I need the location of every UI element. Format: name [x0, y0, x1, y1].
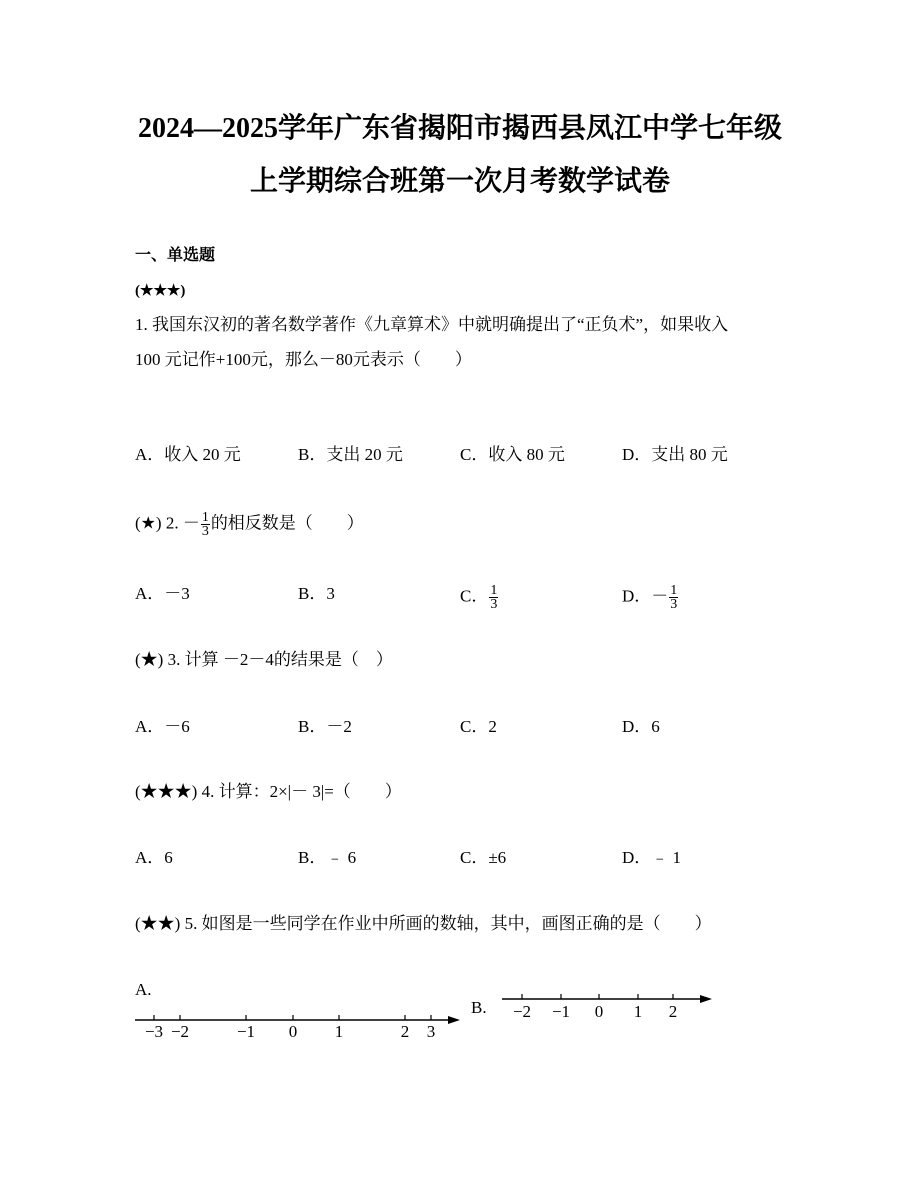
axis-b-tick-label: 2	[668, 1002, 678, 1021]
q3-option-a: A．－6	[135, 717, 190, 736]
q1-option-b: B．支出 20 元	[298, 445, 403, 464]
q3-option-b: B．－2	[298, 717, 352, 736]
axis-a-tick-label: 2	[400, 1022, 410, 1041]
q2-prefix: (★) 2. －	[135, 513, 200, 533]
q3-option-d: D．6	[622, 717, 660, 736]
title-line-1: 2024—2025学年广东省揭阳市揭西县凤江中学七年级	[137, 113, 782, 144]
axis-a-tick-label: −3	[144, 1022, 164, 1041]
axis-a-tick-label: 0	[288, 1022, 298, 1041]
q4-option-c: C．±6	[460, 848, 507, 867]
axis-b-tick-label: 1	[633, 1002, 643, 1021]
q5-option-a-label: A.	[135, 980, 152, 999]
axis-a-tick-label: −1	[236, 1022, 256, 1041]
axis-a-arrow-icon	[448, 1016, 460, 1024]
q5-text: (★★) 5. 如图是一些同学在作业中所画的数轴，其中，画图正确的是（ ）	[135, 914, 712, 933]
q4-option-b: B．﹣ 6	[298, 848, 357, 867]
q2-option-d: D．－ $\frac{1}{3}$	[622, 583, 678, 612]
q2-suffix: 的相反数是（ ）	[210, 513, 364, 533]
axis-b-tick-label: −1	[551, 1002, 571, 1021]
axis-a-tick-label: 1	[334, 1022, 344, 1041]
axis-b-tick-label: −2	[512, 1002, 532, 1021]
q2-option-b: B．3	[298, 584, 335, 603]
q3-option-c: C．2	[460, 717, 497, 736]
axis-b-tick-label: 0	[594, 1002, 604, 1021]
q1-option-d: D．支出 80 元	[622, 445, 728, 464]
axis-b-arrow-icon	[700, 995, 712, 1003]
q4-text: (★★★) 4. 计算：2×|－ 3|=（ ）	[135, 782, 402, 801]
title-line-2: 上学期综合班第一次月考数学试卷	[249, 166, 670, 197]
q3-text: (★) 3. 计算 －2－4的结果是（ ）	[135, 650, 393, 669]
q4-option-d: D．﹣ 1	[622, 848, 682, 867]
q1-option-a: A．收入 20 元	[135, 445, 241, 464]
q5-option-b-label: B.	[471, 998, 487, 1017]
q2-option-a: A．－3	[135, 584, 190, 603]
q1-text-line1: 1. 我国东汉初的著名数学著作《九章算术》中就明确提出了“正负术”，如果收入	[135, 315, 729, 334]
axis-a-tick-label: −2	[170, 1022, 190, 1041]
section-heading: 一、单选题	[135, 247, 216, 264]
q1-option-c: C．收入 80 元	[460, 445, 565, 464]
q1-text-line2: 100 元记作+100元，那么－80元表示（ ）	[135, 350, 472, 369]
q2-option-c: C． $\frac{1}{3}$	[460, 583, 498, 612]
fraction: $\frac{1}{3}$	[201, 510, 209, 539]
q4-option-a: A．6	[135, 848, 173, 867]
axis-a-tick-label: 3	[426, 1022, 436, 1041]
q1-difficulty: (★★★)	[135, 283, 186, 299]
